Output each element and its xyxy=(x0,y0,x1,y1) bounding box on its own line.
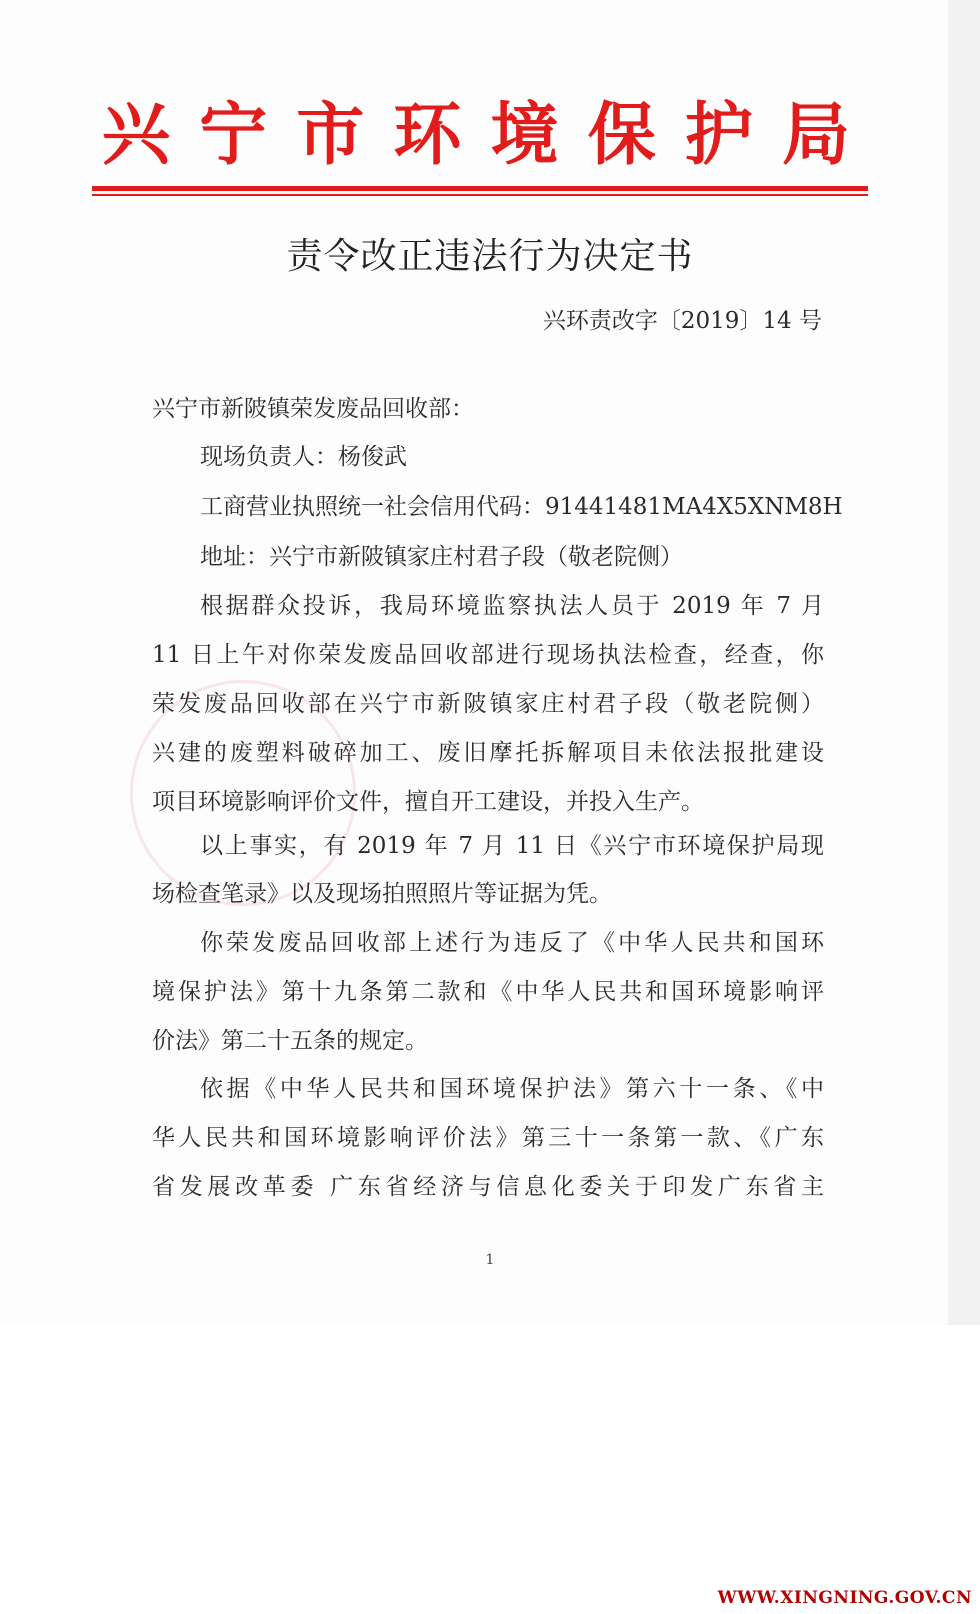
paragraph-line: 11 日上午对你荣发废品回收部进行现场执法检查，经查，你 xyxy=(152,642,824,668)
agency-char: 环 xyxy=(393,95,462,175)
paragraph-line: 依据《中华人民共和国环境保护法》第六十一条、《中 xyxy=(200,1076,824,1102)
address: 地址：兴宁市新陂镇家庄村君子段（敬老院侧） xyxy=(200,544,683,570)
header-divider-thick xyxy=(92,186,868,191)
paragraph-line: 境保护法》第十九条第二款和《中华人民共和国环境影响评 xyxy=(152,979,824,1005)
paragraph-line: 兴建的废塑料破碎加工、废旧摩托拆解项目未依法报批建设 xyxy=(152,740,824,766)
agency-char: 市 xyxy=(296,95,365,175)
paragraph-line: 以上事实，有 2019 年 7 月 11 日《兴宁市环境保护局现 xyxy=(200,833,824,859)
agency-char: 宁 xyxy=(199,95,268,175)
credit-code: 工商营业执照统一社会信用代码：91441481MA4X5XNM8H xyxy=(200,494,843,520)
agency-char: 局 xyxy=(781,95,850,175)
document-number: 兴环责改字〔2019〕14 号 xyxy=(542,308,822,334)
agency-char: 境 xyxy=(490,95,559,175)
paragraph-line: 省发展改革委 广东省经济与信息化委关于印发广东省主 xyxy=(152,1174,824,1200)
agency-char: 保 xyxy=(587,95,656,175)
agency-char: 兴 xyxy=(101,95,170,175)
paragraph-line: 你荣发废品回收部上述行为违反了《中华人民共和国环 xyxy=(200,930,824,956)
paragraph-line: 价法》第二十五条的规定。 xyxy=(152,1028,428,1054)
person-in-charge: 现场负责人：杨俊武 xyxy=(200,444,407,470)
scan-edge xyxy=(948,0,980,1325)
paragraph-line: 项目环境影响评价文件，擅自开工建设，并投入生产。 xyxy=(152,789,704,815)
agency-header xyxy=(96,95,856,175)
paragraph-line: 荣发废品回收部在兴宁市新陂镇家庄村君子段（敬老院侧） xyxy=(152,691,824,717)
header-divider-thin xyxy=(92,194,868,196)
recipient: 兴宁市新陂镇荣发废品回收部： xyxy=(152,396,474,422)
paragraph-line: 根据群众投诉，我局环境监察执法人员于 2019 年 7 月 xyxy=(200,593,824,619)
agency-char: 护 xyxy=(684,95,753,175)
site-url: WWW.XINGNING.GOV.CN xyxy=(717,1588,972,1608)
paragraph-line: 场检查笔录》以及现场拍照照片等证据为凭。 xyxy=(152,881,612,907)
document-title: 责令改正违法行为决定书 xyxy=(286,236,694,277)
page-number: 1 xyxy=(485,1252,495,1268)
paragraph-line: 华人民共和国环境影响评价法》第三十一条第一款、《广东 xyxy=(152,1125,824,1151)
